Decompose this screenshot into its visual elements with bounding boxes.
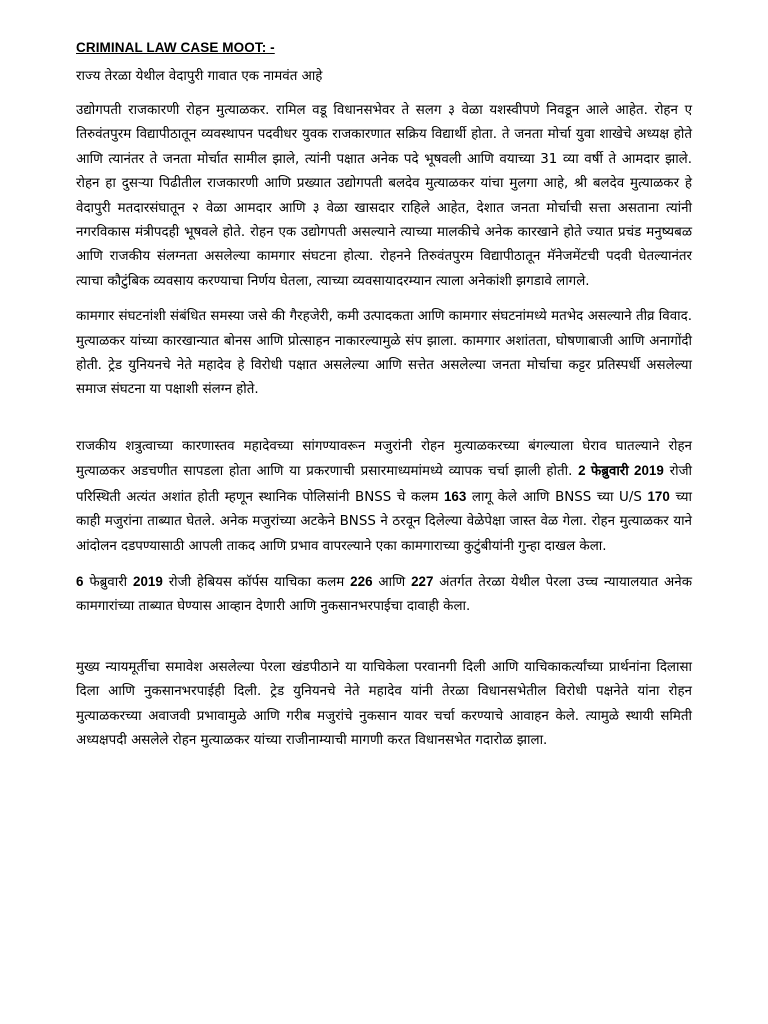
paragraph-segment: आणि [372, 574, 412, 590]
paragraph-habeas-corpus [76, 570, 692, 620]
paragraph-segment: अंतर्गत तेरळा येथील पेरला उच्च न्यायालयात अनेक कामगारांच्या ताब्यात घेण्यास आव्हान देणारी आणि नुकसानभरपाईचा दावाही केला. [76, 574, 692, 615]
paragraph-segment: उद्योगपती राजकारणी रोहन मुत्याळकर. रामिल वडू विधानसभेवर ते सलग ३ वेळा यशस्वीपणे निवडून आले आहेत. रोहन ए तिरुवंतपुरम विद्यापीठातून व्यवस्थापन पदवीधर युवक राजकारणात सक्रिय विद्यार्थी होता. ते जनता मोर्चा युवा शाखेचे अध्यक्ष होते आणि त्यानंतर ते जनता मोर्चात सामील झाले, त्यांनी पक्षात अनेक पदे भूषवली आणि वयाच्या [76, 103, 692, 167]
paragraph-bold-segment: 227 [411, 573, 434, 589]
paragraph-segment: राजकीय शत्रुत्वाच्या कारणास्तव महादेवच्या सांगण्यावरून मजुरांनी रोहन मुत्याळकरच्या बंगल्याला घेराव घातल्याने रोहन मुत्याळकर अडचणीत सापडला होता आणि या प्रकरणाची प्रसारमाध्यमांमध्ये व्यापक चर्चा झाली होती. [76, 438, 692, 480]
paragraph-bold-segment: 226 [350, 573, 373, 589]
paragraph-segment: रोजी हेबियस कॉर्पस याचिका कलम [162, 574, 351, 590]
paragraph-labour-dispute [76, 305, 692, 403]
paragraph-segment: मुख्य न्यायमूर्तीचा समावेश असलेल्या पेरला खंडपीठाने या याचिकेला परवानगी दिली आणि याचिकाकर्त्यांच्या प्रार्थनांना दिलासा दिला आणि नुकसानभरपाईही दिली. ट्रेड युनियनचे नेते महादेव यांनी तेरळा विधानसभेतील विरोधी पक्षनेते यांना रोहन मुत्याळकरच्या अवाजवी प्रभावामुळे आणि गरीब मजुरांचे नुकसान यावर चर्चा करण्याचे आवाहन केले. त्यामुळे स्थायी समिती अध्यक्षपदी असलेले रोहन मुत्याळकर यांच्या राजीनाम्याची मागणी करत विधानसभेत गदारोळ झाला. [76, 659, 692, 748]
document-heading: CRIMINAL LAW CASE MOOT: - [76, 40, 275, 55]
paragraph-segment: लागू केले आणि BNSS च्या U/S [466, 489, 648, 505]
paragraph-bold-segment: 2 फेब्रुवारी 2019 [578, 463, 664, 479]
paragraph-court-ruling [76, 656, 692, 754]
paragraph-segment: कामगार संघटनांशी संबंधित समस्या जसे की गैरहजेरी, कमी उत्पादकता आणि कामगार संघटनांमध्ये मतभेद असल्याने तीव्र विवाद. मुत्याळकर यांच्या कारखान्यात बोनस आणि प्रोत्साहन नाकारल्यामुळे संप झाला. कामगार अशांतता, घोषणाबाजी आणि अनागोंदी होती. ट्रेड युनियनचे नेते महादेव हे विरोधी पक्षात असलेल्या आणि सत्तेत असलेल्या जनता मोर्चाचा कट्टर प्रतिस्पर्धी असलेल्या समाज संघटना या पक्षाशी संलग्न होते. [76, 309, 692, 398]
paragraph-segment: व्या वर्षी ते आमदार झाले. रोहन हा दुसऱ्या पिढीतील राजकारणी आणि प्रख्यात उद्योगपती बलदेव मुत्याळकर यांचा मुलगा आहे, श्री बलदेव मुत्याळकर हे वेदापुरी मतदारसंघातून २ वेळा आमदार आणि ३ वेळा खासदार राहिले आहेत, देशात जनता मोर्चाची सत्ता असताना त्यांनी नगरविकास मंत्रीपदही भूषवले होते. रोहन एक उद्योगपती असल्याने त्याच्या मालकीचे अनेक कारखाने होते ज्यात प्रचंड मनुष्यबळ आणि राजकीय संलग्नता असलेल्या कामगार संघटना होत्या. रोहनने तिरुवंतपुरम विद्यापीठातून मॅनेजमेंटची पदवी घेतल्यानंतर त्याचा कौटुंबिक व्यवसाय करण्याचा निर्णय घेतला, त्याच्या व्यवसायादरम्यान त्याला अनेकांशी झगडावे लागले. [76, 151, 693, 289]
paragraph-background [76, 99, 692, 294]
paragraph-bold-segment: 170 [647, 488, 670, 504]
paragraph-gherao-arrests [76, 435, 692, 559]
paragraph-segment: फेब्रुवारी [83, 574, 134, 590]
paragraph-segment: 31 [540, 151, 558, 167]
paragraph-bold-segment: 163 [443, 488, 467, 504]
paragraph-bold-segment: 2019 [133, 573, 163, 589]
paragraph-bold-segment: 6 [76, 573, 84, 589]
document-subheading: राज्य तेरळा येथील वेदापुरी गावात एक नामवंत आहे [76, 69, 323, 84]
paragraph-segment: च्या काही मजुरांना ताब्यात घेतले. अनेक मजुरांच्या अटकेने BNSS ने ठरवून दिलेल्या वेळेपेक्षा जास्त वेळ गेला. रोहन मुत्याळकर याने आंदोलन दडपण्यासाठी आपली ताकद आणि प्रभाव वापरल्याने एका कामगाराच्या कुटुंबीयांनी गुन्हा दाखल केला. [76, 489, 692, 554]
paragraph-segment: रोजी परिस्थिती अत्यंत अशांत होती म्हणून स्थानिक पोलिसांनी BNSS चे कलम [76, 464, 693, 505]
